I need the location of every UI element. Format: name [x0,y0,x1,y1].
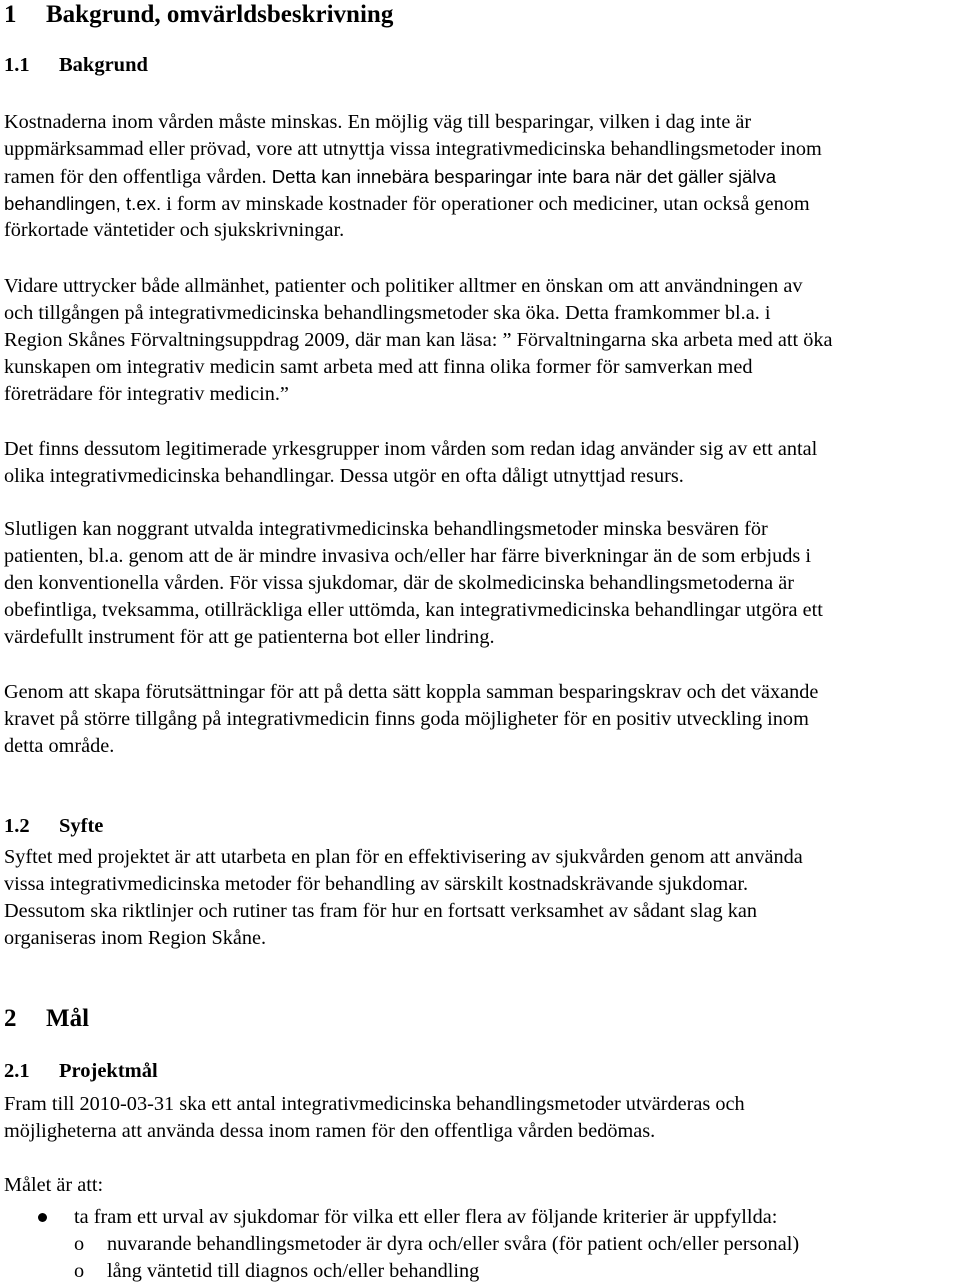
heading-number: 1.2 [4,815,30,837]
heading-1-1 [4,52,148,78]
text-line: patienten, bl.a. genom att de är mindre invasiva och/eller har färre biverkningar än de som erbjuds i [4,545,812,567]
paragraph-bakgrund-4 [4,516,960,651]
heading-number: 1.1 [4,54,30,76]
text-line: Det finns dessutom legitimerade yrkesgrupper inom vården som redan idag använder sig av ett antal [4,438,818,460]
text-line: värdefullt instrument för att ge patienterna bot eller lindring. [4,626,495,648]
heading-2-1 [4,1058,158,1084]
heading-number: 1 [4,1,17,28]
heading-2 [4,1004,89,1034]
text-segment-sans: Detta kan innebära besparingar inte bara när det gäller själva [271,166,777,187]
sub-list-item-text: nuvarande behandlingsmetoder är dyra och/eller svåra (för patient och/eller personal) [107,1233,800,1255]
list-item [0,1204,960,1231]
heading-1-2 [4,813,103,839]
text-line: Målet är att: [4,1174,104,1196]
heading-title: Bakgrund [59,54,148,76]
text-line: Genom att skapa förutsättningar för att på detta sätt koppla samman besparingskrav och det växande [4,681,819,703]
heading-title: Mål [46,1005,90,1032]
paragraph-bakgrund-5 [4,679,960,760]
sub-list-item [0,1231,960,1258]
text-line: förkortade väntetider och sjukskrivningar. [4,219,345,241]
text-line: olika integrativmedicinska behandlingar. Dessa utgör en ofta dåligt utnyttjad resurs. [4,465,684,487]
text-segment: ramen för den offentliga vården. [4,166,272,188]
text-line: företrädare för integrativ medicin.” [4,383,289,405]
paragraph-bakgrund-3 [4,436,960,490]
heading-title: Syfte [59,815,104,837]
text-line: Syftet med projektet är att utarbeta en plan för en effektivisering av sjukvården genom att använda [4,846,803,868]
circle-marker-icon: o [74,1260,85,1282]
paragraph-bakgrund-2 [4,273,960,408]
text-line: Fram till 2010-03-31 ska ett antal integrativmedicinska behandlingsmetoder utvärderas och [4,1093,745,1115]
heading-number: 2 [4,1005,17,1032]
heading-title: Bakgrund, omvärldsbeskrivning [46,1,394,28]
paragraph-projektmal [4,1091,960,1145]
list-item-text: ta fram ett urval av sjukdomar för vilka ett eller flera av följande kriterier är uppfyllda: [74,1206,778,1228]
circle-marker-icon: o [74,1233,85,1255]
text-segment-sans: behandlingen, t.ex. [4,193,162,214]
bullet-icon [38,1213,47,1222]
text-line: obefintliga, tveksamma, otillräckliga eller uttömda, kan integrativmedicinska behandlingar utgöra ett [4,599,823,621]
text-line: den konventionella vården. För vissa sjukdomar, där de skolmedicinska behandlingsmetoderna är [4,572,794,594]
heading-title: Projektmål [59,1060,158,1082]
text-line [4,163,960,190]
text-line: Dessutom ska riktlinjer och rutiner tas fram för hur en fortsatt verksamhet av sådant slag kan [4,900,758,922]
sub-list-item-text: lång väntetid till diagnos och/eller behandling [107,1260,480,1282]
heading-number: 2.1 [4,1060,30,1082]
heading-1 [4,0,393,30]
text-line: Region Skånes Förvaltningsuppdrag 2009, där man kan läsa: ” Förvaltningarna ska arbeta med att öka [4,329,833,351]
text-line: uppmärksammad eller prövad, vore att utnyttja vissa integrativmedicinska behandlingsmetoder inom [4,138,822,160]
text-segment: i form av minskade kostnader för operationer och mediciner, utan också genom [161,193,810,215]
malet-label [4,1172,960,1199]
text-line: kravet på större tillgång på integrativmedicin finns goda möjligheter för en positiv utveckling inom [4,708,809,730]
paragraph-syfte [4,844,960,952]
goal-list [0,1204,960,1285]
text-line: Kostnaderna inom vården måste minskas. En möjlig väg till besparingar, vilken i dag inte är [4,111,752,133]
text-line: och tillgången på integrativmedicinska behandlingsmetoder ska öka. Detta framkommer bl.a. i [4,302,771,324]
paragraph-bakgrund-1 [4,109,960,244]
text-line: Vidare uttrycker både allmänhet, patienter och politiker alltmer en önskan om att användningen av [4,275,803,297]
text-line: vissa integrativmedicinska metoder för behandling av särskilt kostnadskrävande sjukdomar. [4,873,749,895]
text-line: organiseras inom Region Skåne. [4,927,267,949]
text-line: detta område. [4,735,115,757]
text-line: kunskapen om integrativ medicin samt arbeta med att finna olika former för samverkan med [4,356,753,378]
text-line [4,190,960,217]
sub-list-item [0,1258,960,1285]
text-line: Slutligen kan noggrant utvalda integrativmedicinska behandlingsmetoder minska besvären för [4,518,768,540]
text-line: möjligheterna att använda dessa inom ramen för den offentliga vården bedömas. [4,1120,656,1142]
